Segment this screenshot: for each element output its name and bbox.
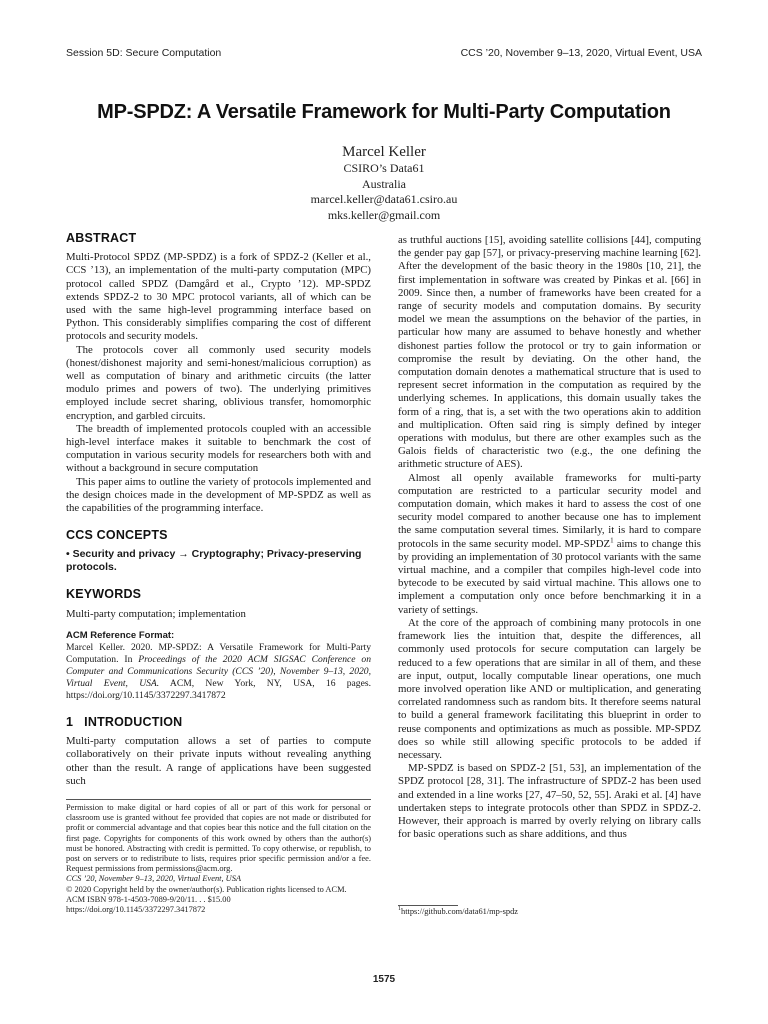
ccs-concepts-heading: CCS CONCEPTS [66,528,168,543]
intro-paragraph-3: At the core of the approach of combining many protocols in one framework lies the intuition that, despite the differences, all commonly used protocols for secure computation can largely be reduced to a few operations that are similar in all of them, and these are input, output, locally computable linear operations, one much more involved operation like AND or multiplication, and generating correlated randomness such as random bits. It therefore seems natural to build a general framework facilitating this blueprint in order to reuse components and optimizations as much as possible. MP-SPDZ does so while still allowing specific protocols to be added if necessary. [398,616,701,761]
left-column [66,232,371,788]
footnote-marker[interactable]: 1 [610,536,614,545]
footnote-number: 1 [398,906,401,912]
running-head-venue: CCS ’20, November 9–13, 2020, Virtual Event, USA [460,47,702,59]
intro-paragraph-2 [398,472,701,617]
page-number: 1575 [372,974,396,985]
intro-paragraph-1-cont: as truthful auctions [15], avoiding satellite collisions [44], computing the gender pay gap [57], or privacy-preserving machine learning [62]. After the development of the basic theory in the 1980s [10, 21], the first implementation in software was created by Pinkas et al. [66] in 2009. Since then, a number of frameworks have been created for a range of security models and computation domains. By security model we mean the assumptions on the behavior of the parties, in particular how many are assumed to behave honestly and whether dishonest parties follow the protocol or try to gain information or compromise the result by deviating. On the other hand, the computation domain denotes a mathematical structure that is used to represent secret information in the computation as required by the underlying schemes. In applications, this domain usually takes the form of a ring, that is, a set with the two operations akin to addition and multiplication. Often said ring is simply defined by integer operations with modulus, but there are other examples such as the Galois fields of characteristic two (e.g., the one defining the arithmetic structure of AES). [398,234,701,471]
permission-text: Permission to make digital or hard copies of all or part of this work for personal or classroom use is granted without fee provided that copies are not made or distributed for profit or commercial advantage and that copies bear this notice and the full citation on the first page. Copyrights for components of this work owned by others than the author(s) must be honored. Abstracting with credit is permitted. To copy otherwise, or republish, to post on servers or to redistribute to lists, requires prior specific permission and/or a fee. Request permissions from permissions@acm.org. [66,803,371,874]
abstract-paragraph-3: The breadth of implemented protocols coupled with an accessible high-level interface makes it suitable to benchmark the cost of computation in various security models for researchers both with and without a background in secure computation [66,422,371,475]
permission-copyright: © 2020 Copyright held by the owner/author(s). Publication rights licensed to ACM. [66,884,347,894]
acm-reference-text [66,642,371,702]
introduction-paragraph-1: Multi-party computation allows a set of parties to compute collaboratively on their private inputs without revealing anything other than the result. A range of applications have been suggested such [66,735,371,787]
keywords-text: Multi-party computation; implementation [66,607,246,620]
author-country: Australia [362,176,406,191]
abstract-paragraph-1: Multi-Protocol SPDZ (MP-SPDZ) is a fork of SPDZ-2 (Keller et al., CCS ’13), an implementation of the multi-party computation (MPC) protocol called SPDZ (Damgård et al., Crypto ’12). MP-SPDZ extends SPDZ-2 to 30 MPC protocol variants, all of which can be used with the same high-level programming interface based on Python. This considerably simplifies comparing the cost of different protocols and security models. [66,251,371,343]
permission-notice [66,799,371,915]
author-email-primary[interactable]: marcel.keller@data61.csiro.au [310,192,458,206]
ccs-concepts-line: • Security and privacy → Cryptography; Privacy-preserving protocols. [66,548,362,574]
author-affiliation: CSIRO’s Data61 [343,161,425,175]
author-email-secondary[interactable]: mks.keller@gmail.com [327,207,441,222]
acm-reference-proceedings: Proceedings of the 2020 ACM SIGSAC Conference on Computer and Communications Security (CCS ’20), November 9–13, 2020, Virtual Event, USA. [66,654,371,690]
keywords-heading: KEYWORDS [66,587,142,602]
introduction-heading: 1 INTRODUCTION [66,715,183,730]
permission-isbn: ACM ISBN 978-1-4503-7089-9/20/11. . . $15.00 [66,894,231,904]
footnote [398,906,518,916]
abstract-heading: ABSTRACT [66,231,137,245]
abstract-paragraph-2: The protocols cover all commonly used security models (honest/dishonest majority and semi-honest/malicious corruption) as well as computation of binary and arithmetic circuits (the latter modulo primes and powers of two). The underlying primitives employed include secret sharing, oblivious transfer, homomorphic encryption, and garbled circuits. [66,343,371,422]
acm-reference-label: ACM Reference Format: [66,629,175,641]
permission-venue: CCS ’20, November 9–13, 2020, Virtual Event, USA [66,874,241,884]
running-head [66,47,702,61]
right-column [398,234,701,841]
author-block [0,143,768,223]
footnote-url[interactable]: https://github.com/data61/mp-spdz [401,906,519,916]
abstract-paragraph-4: This paper aims to outline the variety of protocols implemented and the design choices made in the development of MP-SPDZ as well as the capabilities of the programming interface. [66,475,371,515]
intro-paragraph-2-post: aims to change this by providing an implementation of 30 protocol variants with the same virtual machine, and a compiler that compiles high-level code into bytecode to be executed by said virtual machine. This allows one to implement a computation only once before benchmarking it in a variety of settings. [398,537,701,616]
intro-paragraph-4: MP-SPDZ is based on SPDZ-2 [51, 53], an implementation of the SPDZ protocol [28, 31]. The infrastructure of SPDZ-2 has been used and extended in a line works [27, 47–50, 52, 55]. Araki et al. [4] have undertaken steps to integrate protocols other than SPDZ in SPDZ-2. However, their approach is marred by overly relying on library calls for basic operations such as share additions, and thus [398,762,701,841]
intro-paragraph-2-pre: Almost all openly available frameworks for multi-party computation are restricted to a particular security model and computation domain, which makes it hard to assess the cost of one security model compared to another because one has to implement the same computation several times. Similarly, it is hard to compare protocols in the same security model. MP-SPDZ [398,471,701,550]
acm-reference-post: ACM, New York, NY, USA, 16 pages. https://doi.org/10.1145/3372297.3417872 [66,678,371,702]
acm-reference-pre: Marcel Keller. 2020. MP-SPDZ: A Versatile Framework for Multi-Party Computation. In [66,642,371,666]
author-name: Marcel Keller [342,144,426,160]
paper-title: MP-SPDZ: A Versatile Framework for Multi-Party Computation [97,101,671,123]
permission-doi[interactable]: https://doi.org/10.1145/3372297.3417872 [66,905,206,915]
running-head-session: Session 5D: Secure Computation [66,47,222,59]
